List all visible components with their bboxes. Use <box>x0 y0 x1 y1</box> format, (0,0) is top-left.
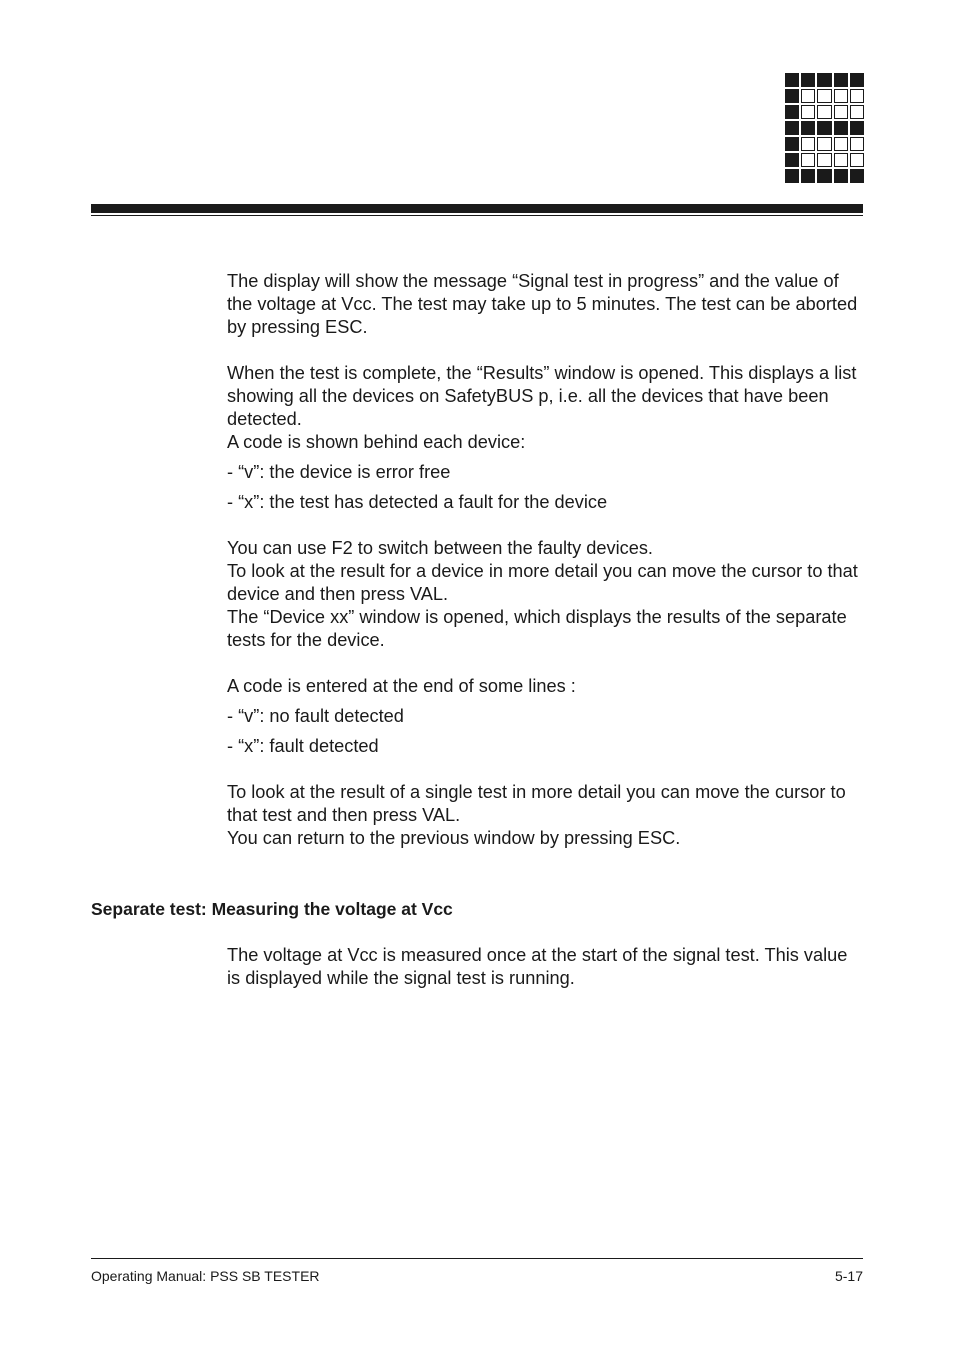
body-section-1 <box>227 270 863 850</box>
logo-cell <box>801 153 815 167</box>
logo-cell <box>785 169 799 183</box>
paragraph: The display will show the message “Signal test in progress” and the value of the voltage at Vcc. The test may take up to 5 minutes. The test can be aborted by pressing ESC. <box>227 271 858 337</box>
logo-cell <box>785 137 799 151</box>
logo-cell <box>817 137 831 151</box>
list-item: - “x”: fault detected <box>227 736 379 756</box>
body-section-2 <box>227 944 863 990</box>
logo-cell <box>785 73 799 87</box>
page-number: 5-17 <box>834 1268 863 1284</box>
logo-cell <box>817 153 831 167</box>
grid-logo-icon <box>785 73 864 183</box>
logo-cell <box>785 105 799 119</box>
paragraph: You can use F2 to switch between the faulty devices. <box>227 538 653 558</box>
logo-cell <box>834 169 848 183</box>
logo-cell <box>850 105 864 119</box>
logo-cell <box>834 73 848 87</box>
logo-cell <box>817 105 831 119</box>
list-item: - “v”: no fault detected <box>227 706 404 726</box>
logo-cell <box>801 169 815 183</box>
logo-cell <box>785 153 799 167</box>
list-item: - “v”: the device is error free <box>227 462 451 482</box>
logo-cell <box>850 169 864 183</box>
list-item: - “x”: the test has detected a fault for the device <box>227 492 608 512</box>
paragraph: A code is shown behind each device: <box>227 432 526 452</box>
footer-title: Operating Manual: PSS SB TESTER <box>91 1268 320 1284</box>
logo-cell <box>817 89 831 103</box>
paragraph: The “Device xx” window is opened, which displays the results of the separate tests for the device. <box>227 607 847 650</box>
logo-cell <box>817 169 831 183</box>
logo-cell <box>785 89 799 103</box>
paragraph: To look at the result for a device in more detail you can move the cursor to that device and then press VAL. <box>227 561 858 604</box>
paragraph: You can return to the previous window by pressing ESC. <box>227 828 681 848</box>
logo-cell <box>834 105 848 119</box>
logo-cell <box>834 137 848 151</box>
paragraph: A code is entered at the end of some lines : <box>227 676 576 696</box>
logo-cell <box>850 137 864 151</box>
logo-cell <box>817 121 831 135</box>
logo-cell <box>850 153 864 167</box>
logo-cell <box>801 105 815 119</box>
logo-cell <box>785 121 799 135</box>
header-rule-thin <box>91 215 863 216</box>
paragraph: To look at the result of a single test in more detail you can move the cursor to that test and then press VAL. <box>227 782 846 825</box>
logo-cell <box>850 121 864 135</box>
logo-cell <box>834 121 848 135</box>
logo-cell <box>817 73 831 87</box>
logo-cell <box>850 89 864 103</box>
logo-cell <box>801 137 815 151</box>
logo-cell <box>834 89 848 103</box>
paragraph: When the test is complete, the “Results” window is opened. This displays a list showing all the devices on SafetyBUS p, i.e. all the devices that have been detected. <box>227 363 857 429</box>
footer-rule <box>91 1258 863 1259</box>
section-heading: Separate test: Measuring the voltage at Vcc <box>91 899 453 919</box>
logo-cell <box>801 121 815 135</box>
header-rule-thick <box>91 204 863 213</box>
logo-cell <box>850 73 864 87</box>
logo-cell <box>801 73 815 87</box>
logo-cell <box>801 89 815 103</box>
paragraph: The voltage at Vcc is measured once at the start of the signal test. This value is displayed while the signal test is running. <box>227 945 848 988</box>
logo-cell <box>834 153 848 167</box>
